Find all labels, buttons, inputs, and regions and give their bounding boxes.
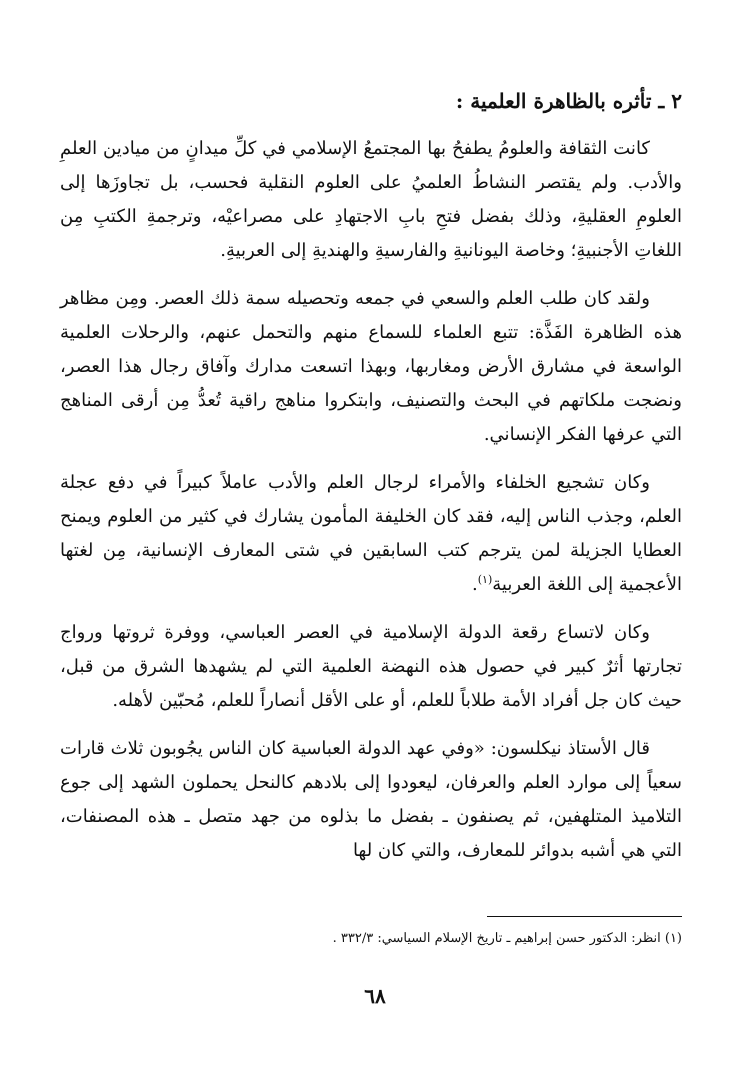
paragraph-2: ولقد كان طلب العلم والسعي في جمعه وتحصيله سمة ذلك العصر. ومِن مظاهر هذه الظاهرة الفَذَّة: تتبع العلماء للسماع منهم والتحمل عنهم، والرحلات العلمية الواسعة في مشارق الأرض ومغاربها، وبهذا اتسعت مدارك وآفاق رجال هذا العصر، ونضجت ملكاتهم في البحث والتصنيف، وابتكروا مناهج راقية تُعدُّ مِن أرقى المناهج التي عرفها الفكر الإنساني. [60, 288, 682, 445]
paragraph-3-end: . [472, 574, 478, 595]
paragraph-1: كانت الثقافة والعلومُ يطفحُ بها المجتمعُ الإسلامي في كلِّ ميدانٍ من ميادين العلمِ والأدب. ولم يقتصر النشاطُ العلميُ على العلوم النقلية فحسب، بل تجاوزَها إلى العلومِ العقليةِ، وذلك بفضل فتحِ بابِ الاجتهادِ على مصراعيْه، وترجمةِ الكتبِ مِن اللغاتِ الأجنبيةِ؛ وخاصة اليونانيةِ والفارسيةِ والهنديةِ إلى العربيةِ. [60, 138, 682, 261]
paragraph-5: قال الأستاذ نيكلسون: «وفي عهد الدولة العباسية كان الناس يجُوبون ثلاث قارات سعياً إلى موارد العلم والعرفان، ليعودوا إلى بلادهم كالنحل يحملون الشهد إلى جوع التلاميذ المتلهفين، ثم يصنفون ـ بفضل ما بذلوه من جهد متصل ـ هذه المصنفات، التي هي أشبه بدوائر للمعارف، والتي كان لها [60, 738, 682, 861]
footnote-reference: (١) [477, 573, 493, 586]
footnote-divider [487, 916, 682, 917]
footnote: (١) انظر: الدكتور حسن إبراهيم ـ تاريخ الإسلام السياسي: ٣٣٢/٣ . [332, 931, 682, 946]
paragraph-3-text: وكان تشجيع الخلفاء والأمراء لرجال العلم والأدب عاملاً كبيراً في دفع عجلة العلم، وجذب الناس إليه، فقد كان الخليفة المأمون يشارك في كثير من العلوم ويمنح العطايا الجزيلة لمن يترجم كتب السابقين في شتى المعارف الإنسانية، مِن لغتها الأعجمية إلى اللغة العربية [60, 472, 682, 595]
page-number: ٦٨ [364, 984, 386, 1008]
section-heading: ٢ ـ تأثره بالظاهرة العلمية : [455, 89, 682, 113]
paragraph-3 [60, 466, 682, 602]
paragraph-4: وكان لاتساع رقعة الدولة الإسلامية في العصر العباسي، ووفرة ثروتها ورواج تجارتها أثرٌ كبير في حصول هذه النهضة العلمية التي لم يشهدها الشرق من قبل، حيث كان جل أفراد الأمة طلاباً للعلم، أو على الأقل أنصاراً للعلم، مُحبّين لأهله. [60, 622, 682, 711]
